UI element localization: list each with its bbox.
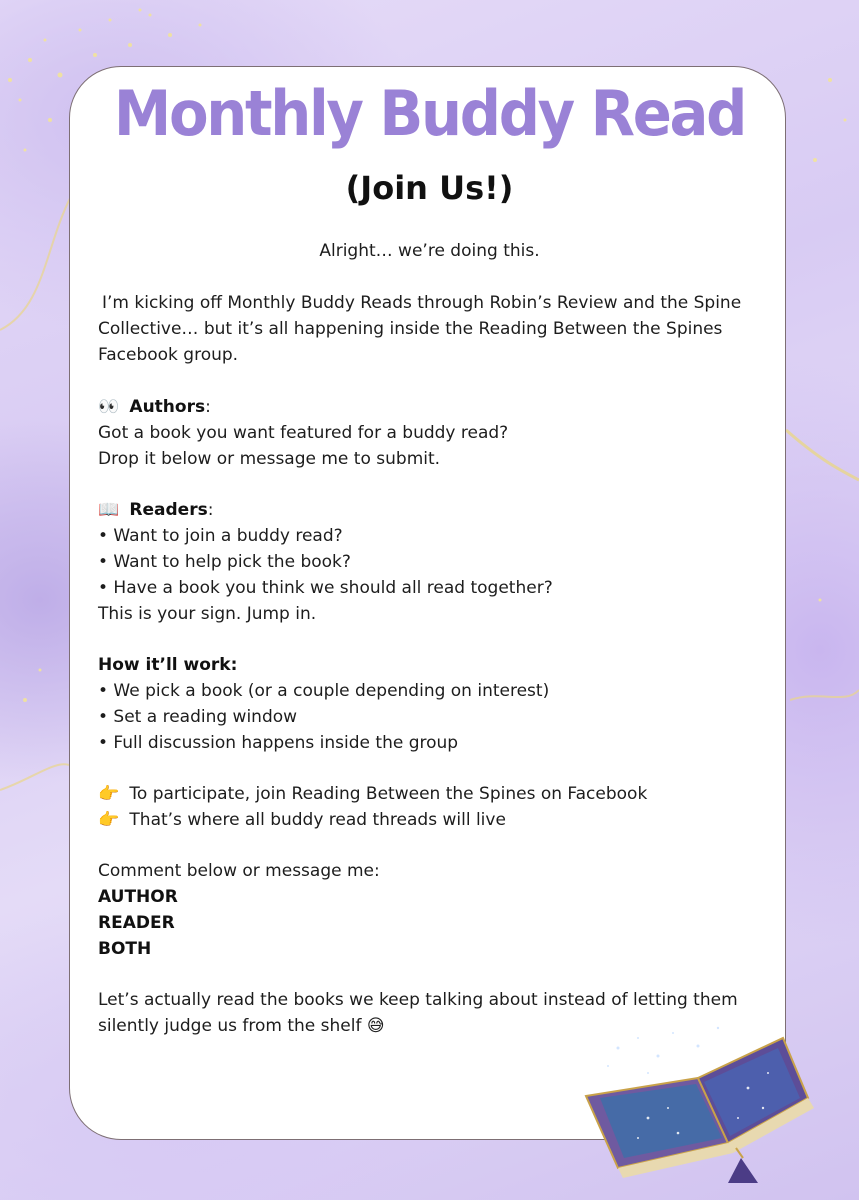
how-bullet: • Full discussion happens inside the group (98, 733, 459, 753)
flyer-title: Monthly Buddy Read (113, 77, 746, 150)
how-heading: How it’ll work: (98, 655, 238, 675)
readers-heading: 📖 Readers: (98, 497, 778, 523)
authors-heading: 👀 Authors: (98, 394, 778, 420)
comment-option: BOTH (98, 939, 152, 959)
intro-paragraph-line: Facebook group. (98, 345, 239, 365)
intro-paragraph-line: Collective… but it’s all happening inside the Reading Between the Spines (98, 319, 723, 339)
comment-option: AUTHOR (98, 887, 178, 907)
authors-label: Authors (129, 397, 206, 417)
pointing-hand-icon: 👉 (98, 810, 120, 830)
readers-bullet: • Have a book you think we should all read together? (98, 578, 553, 598)
intro-text: Alright… we’re doing this. (319, 241, 540, 261)
readers-bullet: • Want to join a buddy read? (98, 526, 343, 546)
readers-bullet: • Want to help pick the book? (98, 552, 351, 572)
pointing-hand-icon: 👉 (98, 784, 120, 804)
readers-closing: This is your sign. Jump in. (98, 604, 317, 624)
comment-prompt: Comment below or message me: (98, 861, 380, 881)
participate-line (98, 807, 778, 833)
flyer-subtitle: (Join Us!) (345, 169, 514, 207)
readers-label: Readers (129, 500, 208, 520)
authors-line: Drop it below or message me to submit. (98, 449, 441, 469)
authors-line: Got a book you want featured for a buddy read? (98, 423, 509, 443)
participate-line (98, 781, 778, 807)
open-book-icon: 📖 (98, 500, 120, 520)
closing-text: silently judge us from the shelf (98, 1016, 362, 1036)
sweat-smile-icon: 😅 (366, 1016, 385, 1036)
how-bullet: • Set a reading window (98, 707, 298, 727)
comment-option: READER (98, 913, 175, 933)
open-magic-book-illustration (578, 1018, 838, 1183)
eyes-icon: 👀 (98, 397, 120, 417)
closing-line: Let’s actually read the books we keep talking about instead of letting them (98, 990, 738, 1010)
participate-text: That’s where all buddy read threads will live (129, 810, 506, 830)
how-bullet: • We pick a book (or a couple depending on interest) (98, 681, 550, 701)
intro-paragraph-line: I’m kicking off Monthly Buddy Reads through Robin’s Review and the Spine (102, 293, 742, 313)
participate-text: To participate, join Reading Between the Spines on Facebook (129, 784, 648, 804)
